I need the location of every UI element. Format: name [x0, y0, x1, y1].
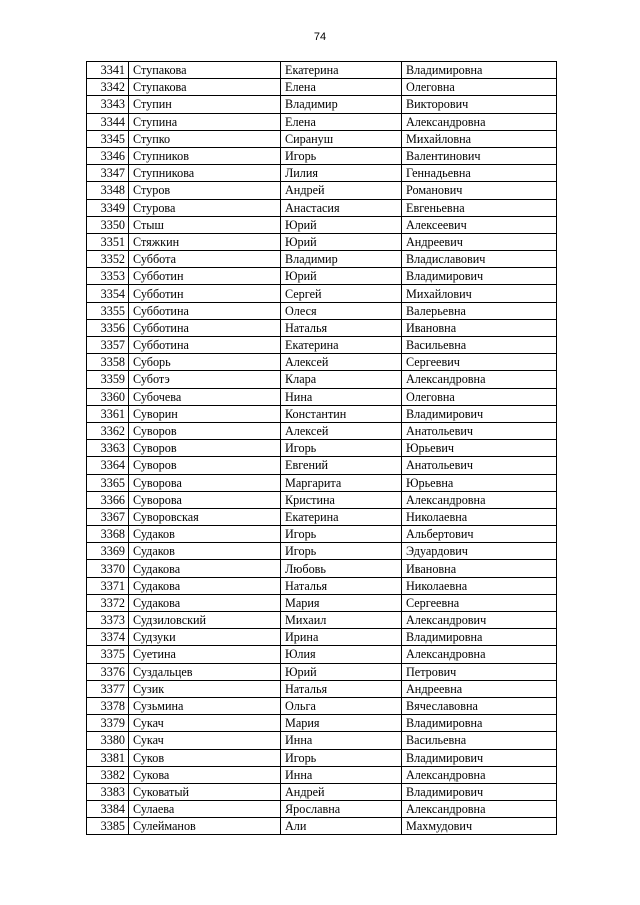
- last-name-cell: Судакова: [129, 577, 281, 594]
- first-name-cell: Алексей: [281, 422, 402, 439]
- first-name-cell: Игорь: [281, 526, 402, 543]
- first-name-cell: Андрей: [281, 783, 402, 800]
- first-name-cell: Игорь: [281, 440, 402, 457]
- patronymic-cell: Владимировна: [402, 715, 557, 732]
- patronymic-cell: Валентинович: [402, 147, 557, 164]
- last-name-cell: Судакова: [129, 594, 281, 611]
- table-row: [87, 130, 557, 147]
- first-name-cell: Елена: [281, 79, 402, 96]
- patronymic-cell: Ивановна: [402, 560, 557, 577]
- patronymic-cell: Андреевна: [402, 680, 557, 697]
- row-number-cell: 3364: [87, 457, 129, 474]
- last-name-cell: Субботина: [129, 319, 281, 336]
- table-row: [87, 285, 557, 302]
- table-row: [87, 749, 557, 766]
- first-name-cell: Елена: [281, 113, 402, 130]
- row-number-cell: 3346: [87, 147, 129, 164]
- table-row: [87, 508, 557, 525]
- row-number-cell: 3356: [87, 319, 129, 336]
- row-number-cell: 3376: [87, 663, 129, 680]
- table-row: [87, 766, 557, 783]
- row-number-cell: 3377: [87, 680, 129, 697]
- patronymic-cell: Олеговна: [402, 79, 557, 96]
- row-number-cell: 3372: [87, 594, 129, 611]
- patronymic-cell: Эдуардович: [402, 543, 557, 560]
- first-name-cell: Алексей: [281, 354, 402, 371]
- last-name-cell: Суборь: [129, 354, 281, 371]
- table-row: [87, 62, 557, 79]
- first-name-cell: Наталья: [281, 319, 402, 336]
- table-row: [87, 96, 557, 113]
- row-number-cell: 3349: [87, 199, 129, 216]
- first-name-cell: Сирануш: [281, 130, 402, 147]
- row-number-cell: 3367: [87, 508, 129, 525]
- patronymic-cell: Александровна: [402, 371, 557, 388]
- first-name-cell: Инна: [281, 732, 402, 749]
- last-name-cell: Сулаева: [129, 801, 281, 818]
- row-number-cell: 3362: [87, 422, 129, 439]
- table-row: [87, 233, 557, 250]
- patronymic-cell: Анатольевич: [402, 422, 557, 439]
- row-number-cell: 3358: [87, 354, 129, 371]
- last-name-cell: Ступакова: [129, 62, 281, 79]
- patronymic-cell: Петрович: [402, 663, 557, 680]
- row-number-cell: 3378: [87, 697, 129, 714]
- table-row: [87, 697, 557, 714]
- first-name-cell: Игорь: [281, 749, 402, 766]
- last-name-cell: Сукач: [129, 715, 281, 732]
- first-name-cell: Сергей: [281, 285, 402, 302]
- last-name-cell: Стыш: [129, 216, 281, 233]
- last-name-cell: Судзуки: [129, 629, 281, 646]
- row-number-cell: 3351: [87, 233, 129, 250]
- last-name-cell: Судзиловский: [129, 612, 281, 629]
- patronymic-cell: Алексеевич: [402, 216, 557, 233]
- last-name-cell: Судаков: [129, 543, 281, 560]
- row-number-cell: 3360: [87, 388, 129, 405]
- last-name-cell: Суков: [129, 749, 281, 766]
- patronymic-cell: Сергеевна: [402, 594, 557, 611]
- last-name-cell: Ступников: [129, 147, 281, 164]
- table-row: [87, 268, 557, 285]
- patronymic-cell: Васильевна: [402, 337, 557, 354]
- table-row: [87, 543, 557, 560]
- last-name-cell: Суетина: [129, 646, 281, 663]
- first-name-cell: Юрий: [281, 663, 402, 680]
- last-name-cell: Сузьмина: [129, 697, 281, 714]
- last-name-cell: Суворов: [129, 422, 281, 439]
- last-name-cell: Ступин: [129, 96, 281, 113]
- last-name-cell: Сузик: [129, 680, 281, 697]
- row-number-cell: 3361: [87, 405, 129, 422]
- page-number: 74: [313, 31, 327, 43]
- table-row: [87, 113, 557, 130]
- patronymic-cell: Владимирович: [402, 268, 557, 285]
- row-number-cell: 3373: [87, 612, 129, 629]
- last-name-cell: Судаков: [129, 526, 281, 543]
- last-name-cell: Суковатый: [129, 783, 281, 800]
- table-row: [87, 216, 557, 233]
- row-number-cell: 3375: [87, 646, 129, 663]
- last-name-cell: Суббота: [129, 251, 281, 268]
- last-name-cell: Сулейманов: [129, 818, 281, 835]
- last-name-cell: Суворовская: [129, 508, 281, 525]
- first-name-cell: Екатерина: [281, 508, 402, 525]
- table-row: [87, 612, 557, 629]
- patronymic-cell: Александровна: [402, 491, 557, 508]
- patronymic-cell: Сергеевич: [402, 354, 557, 371]
- patronymic-cell: Васильевна: [402, 732, 557, 749]
- row-number-cell: 3354: [87, 285, 129, 302]
- first-name-cell: Мария: [281, 594, 402, 611]
- row-number-cell: 3363: [87, 440, 129, 457]
- row-number-cell: 3366: [87, 491, 129, 508]
- row-number-cell: 3381: [87, 749, 129, 766]
- first-name-cell: Евгений: [281, 457, 402, 474]
- table-row: [87, 79, 557, 96]
- table-row: [87, 491, 557, 508]
- row-number-cell: 3379: [87, 715, 129, 732]
- patronymic-cell: Анатольевич: [402, 457, 557, 474]
- first-name-cell: Инна: [281, 766, 402, 783]
- first-name-cell: Ярославна: [281, 801, 402, 818]
- table-row: [87, 663, 557, 680]
- patronymic-cell: Александровна: [402, 646, 557, 663]
- last-name-cell: Ступко: [129, 130, 281, 147]
- last-name-cell: Суворов: [129, 457, 281, 474]
- first-name-cell: Нина: [281, 388, 402, 405]
- patronymic-cell: Александровна: [402, 113, 557, 130]
- row-number-cell: 3370: [87, 560, 129, 577]
- patronymic-cell: Ивановна: [402, 319, 557, 336]
- first-name-cell: Лилия: [281, 165, 402, 182]
- last-name-cell: Суворин: [129, 405, 281, 422]
- row-number-cell: 3382: [87, 766, 129, 783]
- last-name-cell: Стяжкин: [129, 233, 281, 250]
- first-name-cell: Владимир: [281, 251, 402, 268]
- table-row: [87, 783, 557, 800]
- table-row: [87, 302, 557, 319]
- first-name-cell: Екатерина: [281, 62, 402, 79]
- last-name-cell: Стуров: [129, 182, 281, 199]
- table-row: [87, 818, 557, 835]
- patronymic-cell: Геннадьевна: [402, 165, 557, 182]
- table-row: [87, 680, 557, 697]
- first-name-cell: Кристина: [281, 491, 402, 508]
- table-row: [87, 405, 557, 422]
- last-name-cell: Субботин: [129, 268, 281, 285]
- first-name-cell: Клара: [281, 371, 402, 388]
- row-number-cell: 3342: [87, 79, 129, 96]
- row-number-cell: 3355: [87, 302, 129, 319]
- row-number-cell: 3374: [87, 629, 129, 646]
- first-name-cell: Ольга: [281, 697, 402, 714]
- last-name-cell: Ступникова: [129, 165, 281, 182]
- patronymic-cell: Николаевна: [402, 577, 557, 594]
- last-name-cell: Ступина: [129, 113, 281, 130]
- row-number-cell: 3380: [87, 732, 129, 749]
- last-name-cell: Суздальцев: [129, 663, 281, 680]
- patronymic-cell: Николаевна: [402, 508, 557, 525]
- table-row: [87, 371, 557, 388]
- last-name-cell: Сукач: [129, 732, 281, 749]
- patronymic-cell: Александрович: [402, 612, 557, 629]
- last-name-cell: Ступакова: [129, 79, 281, 96]
- first-name-cell: Мария: [281, 715, 402, 732]
- patronymic-cell: Михайловна: [402, 130, 557, 147]
- table-row: [87, 337, 557, 354]
- first-name-cell: Юрий: [281, 216, 402, 233]
- first-name-cell: Владимир: [281, 96, 402, 113]
- table-row: [87, 319, 557, 336]
- patronymic-cell: Евгеньевна: [402, 199, 557, 216]
- row-number-cell: 3352: [87, 251, 129, 268]
- last-name-cell: Сукова: [129, 766, 281, 783]
- row-number-cell: 3383: [87, 783, 129, 800]
- table-row: [87, 457, 557, 474]
- table-row: [87, 422, 557, 439]
- patronymic-cell: Вячеславовна: [402, 697, 557, 714]
- table-row: [87, 199, 557, 216]
- table-row: [87, 147, 557, 164]
- table-row: [87, 646, 557, 663]
- row-number-cell: 3365: [87, 474, 129, 491]
- first-name-cell: Михаил: [281, 612, 402, 629]
- last-name-cell: Стурова: [129, 199, 281, 216]
- row-number-cell: 3348: [87, 182, 129, 199]
- last-name-cell: Субботина: [129, 337, 281, 354]
- first-name-cell: Любовь: [281, 560, 402, 577]
- last-name-cell: Субочева: [129, 388, 281, 405]
- row-number-cell: 3341: [87, 62, 129, 79]
- patronymic-cell: Владимирович: [402, 783, 557, 800]
- row-number-cell: 3344: [87, 113, 129, 130]
- patronymic-cell: Владимирович: [402, 405, 557, 422]
- row-number-cell: 3371: [87, 577, 129, 594]
- patronymic-cell: Александровна: [402, 801, 557, 818]
- patronymic-cell: Михайлович: [402, 285, 557, 302]
- last-name-cell: Суворова: [129, 474, 281, 491]
- patronymic-cell: Махмудович: [402, 818, 557, 835]
- table-row: [87, 474, 557, 491]
- row-number-cell: 3359: [87, 371, 129, 388]
- table-row: [87, 526, 557, 543]
- table-row: [87, 732, 557, 749]
- table-row: [87, 801, 557, 818]
- patronymic-cell: Викторович: [402, 96, 557, 113]
- patronymic-cell: Владиславович: [402, 251, 557, 268]
- first-name-cell: Андрей: [281, 182, 402, 199]
- first-name-cell: Юрий: [281, 268, 402, 285]
- row-number-cell: 3350: [87, 216, 129, 233]
- roster-table-body: [87, 62, 557, 835]
- first-name-cell: Юлия: [281, 646, 402, 663]
- patronymic-cell: Юрьевна: [402, 474, 557, 491]
- table-row: [87, 715, 557, 732]
- table-row: [87, 388, 557, 405]
- last-name-cell: Судакова: [129, 560, 281, 577]
- patronymic-cell: Юрьевич: [402, 440, 557, 457]
- first-name-cell: Ирина: [281, 629, 402, 646]
- patronymic-cell: Александровна: [402, 766, 557, 783]
- first-name-cell: Али: [281, 818, 402, 835]
- first-name-cell: Олеся: [281, 302, 402, 319]
- patronymic-cell: Андреевич: [402, 233, 557, 250]
- table-row: [87, 165, 557, 182]
- table-row: [87, 577, 557, 594]
- first-name-cell: Игорь: [281, 147, 402, 164]
- row-number-cell: 3369: [87, 543, 129, 560]
- patronymic-cell: Альбертович: [402, 526, 557, 543]
- first-name-cell: Юрий: [281, 233, 402, 250]
- table-row: [87, 560, 557, 577]
- table-row: [87, 251, 557, 268]
- row-number-cell: 3353: [87, 268, 129, 285]
- first-name-cell: Маргарита: [281, 474, 402, 491]
- first-name-cell: Константин: [281, 405, 402, 422]
- row-number-cell: 3385: [87, 818, 129, 835]
- patronymic-cell: Романович: [402, 182, 557, 199]
- table-row: [87, 594, 557, 611]
- roster-table: [86, 61, 557, 835]
- row-number-cell: 3345: [87, 130, 129, 147]
- first-name-cell: Наталья: [281, 680, 402, 697]
- row-number-cell: 3384: [87, 801, 129, 818]
- table-row: [87, 440, 557, 457]
- last-name-cell: Суботэ: [129, 371, 281, 388]
- first-name-cell: Игорь: [281, 543, 402, 560]
- row-number-cell: 3368: [87, 526, 129, 543]
- patronymic-cell: Владимирович: [402, 749, 557, 766]
- first-name-cell: Наталья: [281, 577, 402, 594]
- row-number-cell: 3347: [87, 165, 129, 182]
- patronymic-cell: Валерьевна: [402, 302, 557, 319]
- table-row: [87, 629, 557, 646]
- first-name-cell: Анастасия: [281, 199, 402, 216]
- row-number-cell: 3343: [87, 96, 129, 113]
- last-name-cell: Суворова: [129, 491, 281, 508]
- last-name-cell: Суворов: [129, 440, 281, 457]
- table-row: [87, 354, 557, 371]
- last-name-cell: Субботин: [129, 285, 281, 302]
- table-row: [87, 182, 557, 199]
- last-name-cell: Субботина: [129, 302, 281, 319]
- row-number-cell: 3357: [87, 337, 129, 354]
- patronymic-cell: Владимировна: [402, 62, 557, 79]
- patronymic-cell: Владимировна: [402, 629, 557, 646]
- patronymic-cell: Олеговна: [402, 388, 557, 405]
- first-name-cell: Екатерина: [281, 337, 402, 354]
